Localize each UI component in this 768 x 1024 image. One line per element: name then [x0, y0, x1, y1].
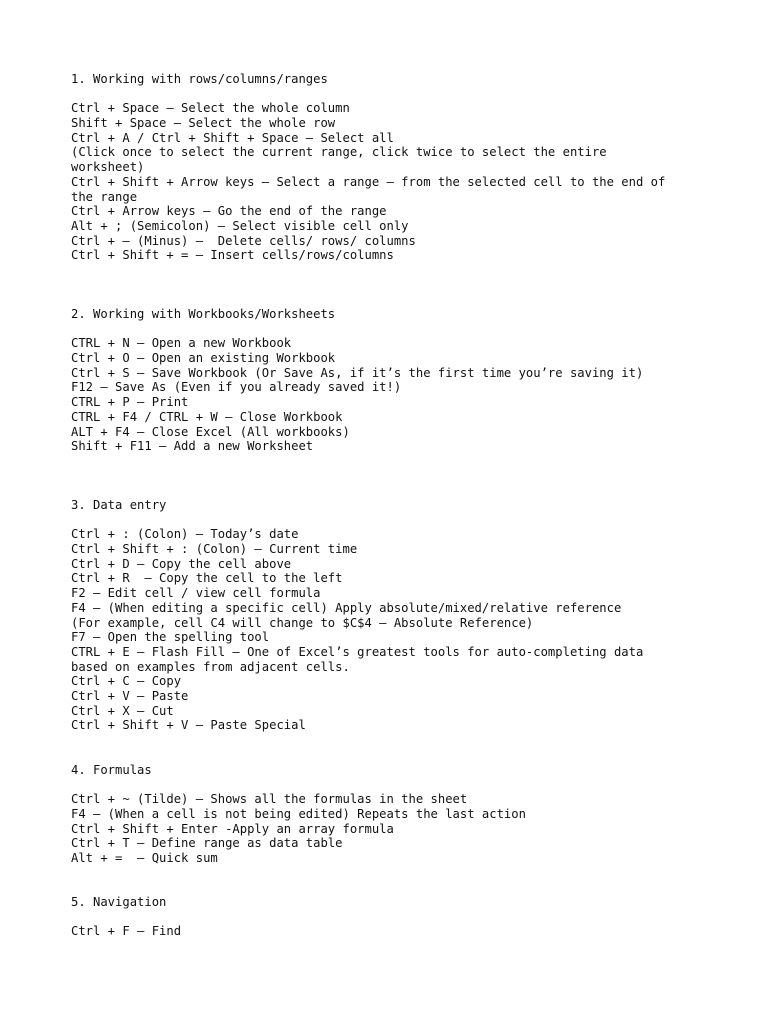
- shortcut-line: Ctrl + X – Cut: [71, 703, 174, 718]
- shortcut-line: (Click once to select the current range, click twice to select the entire: [71, 145, 607, 160]
- shortcut-line: Ctrl + T – Define range as data table: [71, 836, 343, 851]
- shortcut-line: Shift + Space – Select the whole row: [71, 116, 336, 131]
- shortcut-line: ALT + F4 – Close Excel (All workbooks): [71, 424, 350, 439]
- section-rows-columns-ranges: [71, 72, 711, 263]
- shortcut-line: Ctrl + V – Paste: [71, 688, 189, 703]
- section-formulas: [71, 763, 711, 866]
- shortcut-line: Ctrl + Arrow keys – Go the end of the range: [71, 204, 387, 219]
- section-heading: 3. Data entry: [71, 498, 167, 512]
- spacer: [71, 778, 711, 793]
- shortcut-line: F7 – Open the spelling tool: [71, 630, 270, 645]
- spacer: [71, 513, 711, 528]
- section-heading: 2. Working with Workbooks/Worksheets: [71, 307, 336, 321]
- spacer: [71, 322, 711, 337]
- section-heading: 5. Navigation: [71, 895, 167, 909]
- section-heading: 1. Working with rows/columns/ranges: [71, 72, 328, 86]
- shortcut-line: the range: [71, 189, 138, 204]
- shortcut-line: (For example, cell C4 will change to $C$4 – Absolute Reference): [71, 615, 534, 630]
- section-data-entry: [71, 498, 711, 733]
- shortcut-line: worksheet): [71, 160, 145, 175]
- shortcut-line: Ctrl + Shift + Enter -Apply an array formula: [71, 821, 394, 836]
- shortcut-line: Ctrl + R – Copy the cell to the left: [71, 571, 343, 586]
- shortcut-line: Ctrl + Space – Select the whole column: [71, 101, 350, 116]
- shortcut-line: F2 – Edit cell / view cell formula: [71, 586, 321, 601]
- shortcut-line: Ctrl + Shift + Arrow keys – Select a range – from the selected cell to the end of: [71, 174, 666, 189]
- section-workbooks-worksheets: [71, 307, 711, 454]
- shortcut-line: Ctrl + F – Find: [71, 924, 182, 939]
- shortcut-line: Ctrl + O – Open an existing Workbook: [71, 351, 336, 366]
- section-navigation: [71, 895, 711, 939]
- shortcut-line: Shift + F11 – Add a new Worksheet: [71, 439, 314, 454]
- spacer: [71, 910, 711, 925]
- spacer: [71, 87, 711, 102]
- shortcut-line: CTRL + N – Open a new Workbook: [71, 336, 292, 351]
- shortcut-line: F12 – Save As (Even if you already saved it!): [71, 380, 402, 395]
- shortcut-line: Ctrl + – (Minus) – Delete cells/ rows/ columns: [71, 233, 416, 248]
- shortcut-line: Ctrl + D – Copy the cell above: [71, 556, 292, 571]
- shortcut-line: Alt + ; (Semicolon) – Select visible cell only: [71, 218, 409, 233]
- shortcut-line: CTRL + E – Flash Fill – One of Excel’s greatest tools for auto-completing data: [71, 644, 644, 659]
- shortcut-line: CTRL + F4 / CTRL + W – Close Workbook: [71, 409, 343, 424]
- shortcut-line: F4 – (When a cell is not being edited) Repeats the last action: [71, 807, 526, 822]
- shortcut-line: Ctrl + : (Colon) – Today’s date: [71, 527, 299, 542]
- shortcut-line: CTRL + P – Print: [71, 395, 189, 410]
- shortcut-line: Ctrl + A / Ctrl + Shift + Space – Select all: [71, 130, 394, 145]
- shortcut-line: Ctrl + ~ (Tilde) – Shows all the formulas in the sheet: [71, 792, 468, 807]
- shortcut-line: Ctrl + S – Save Workbook (Or Save As, if it’s the first time you’re saving it): [71, 365, 644, 380]
- section-heading: 4. Formulas: [71, 763, 152, 777]
- shortcut-line: Ctrl + Shift + = – Insert cells/rows/columns: [71, 248, 394, 263]
- shortcut-line: based on examples from adjacent cells.: [71, 659, 350, 674]
- shortcut-line: Ctrl + Shift + V – Paste Special: [71, 718, 306, 733]
- shortcut-line: Ctrl + Shift + : (Colon) – Current time: [71, 542, 358, 557]
- shortcut-line: F4 – (When editing a specific cell) Apply absolute/mixed/relative reference: [71, 600, 622, 615]
- shortcut-line: Ctrl + C – Copy: [71, 674, 182, 689]
- shortcut-line: Alt + = – Quick sum: [71, 851, 218, 866]
